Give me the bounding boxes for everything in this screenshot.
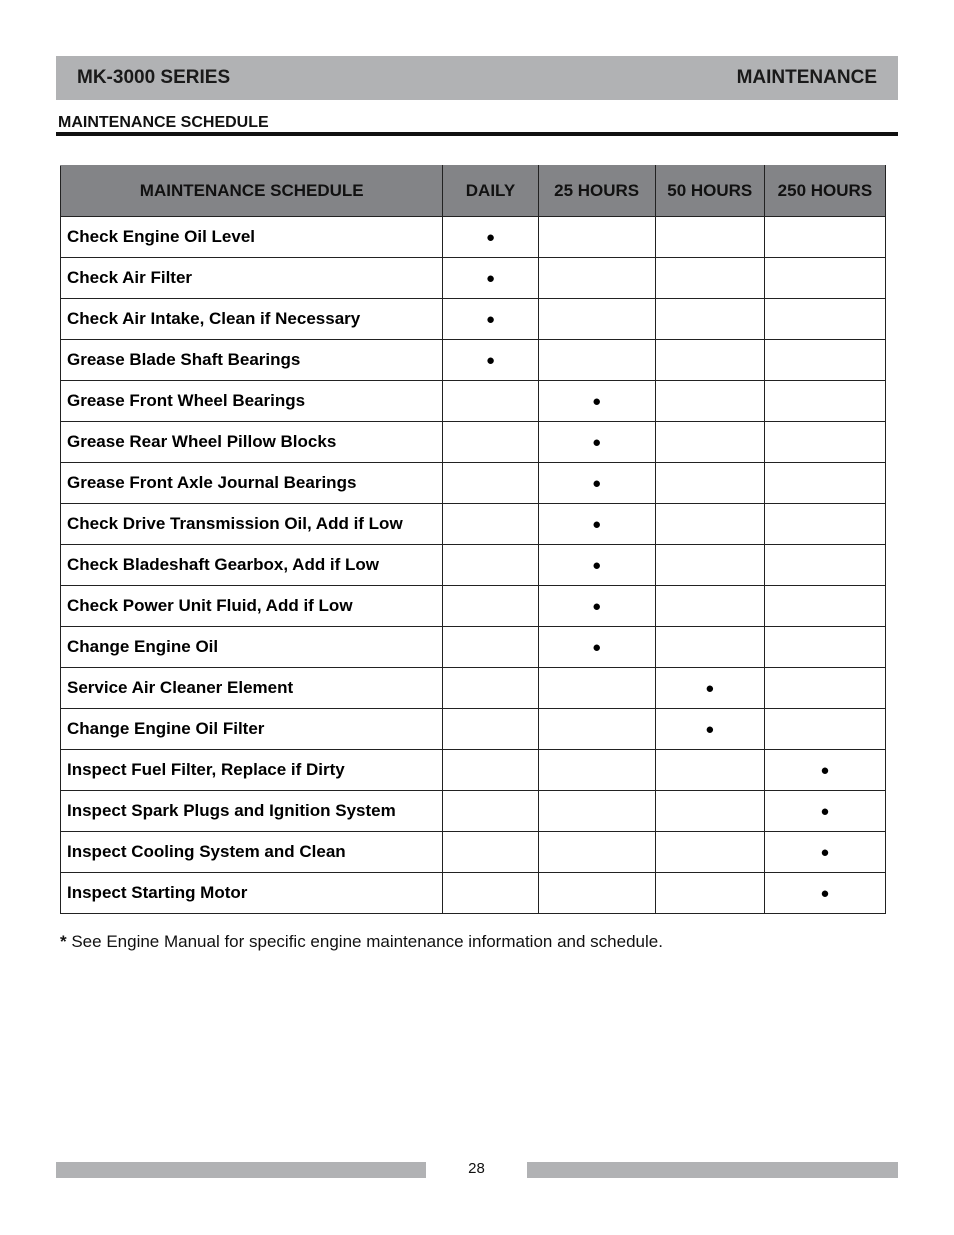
empty-cell bbox=[655, 381, 764, 422]
empty-cell bbox=[538, 750, 655, 791]
task-cell: Grease Blade Shaft Bearings bbox=[61, 340, 443, 381]
page-number: 28 bbox=[468, 1160, 485, 1177]
empty-cell bbox=[443, 832, 538, 873]
empty-cell bbox=[655, 545, 764, 586]
table-row bbox=[61, 832, 886, 873]
series-title: MK-3000 SERIES bbox=[77, 67, 231, 88]
section-name: MAINTENANCE bbox=[736, 67, 877, 88]
table-row bbox=[61, 463, 886, 504]
task-cell: Check Air Filter bbox=[61, 258, 443, 299]
empty-cell bbox=[764, 258, 885, 299]
task-cell: Check Air Intake, Clean if Necessary bbox=[61, 299, 443, 340]
empty-cell bbox=[443, 463, 538, 504]
empty-cell bbox=[764, 504, 885, 545]
section-title: MAINTENANCE SCHEDULE bbox=[58, 114, 269, 131]
task-cell: Service Air Cleaner Element bbox=[61, 668, 443, 709]
empty-cell bbox=[443, 709, 538, 750]
table-row bbox=[61, 586, 886, 627]
empty-cell bbox=[655, 422, 764, 463]
column-header-task: MAINTENANCE SCHEDULE bbox=[61, 166, 443, 217]
task-cell: Change Engine Oil Filter bbox=[61, 709, 443, 750]
section-divider bbox=[56, 132, 898, 136]
page-header-bar bbox=[56, 56, 898, 100]
empty-cell bbox=[443, 791, 538, 832]
table-row bbox=[61, 791, 886, 832]
schedule-mark: ● bbox=[538, 545, 655, 586]
task-cell: Check Drive Transmission Oil, Add if Low bbox=[61, 504, 443, 545]
schedule-mark: ● bbox=[538, 627, 655, 668]
empty-cell bbox=[538, 873, 655, 914]
empty-cell bbox=[764, 668, 885, 709]
empty-cell bbox=[764, 709, 885, 750]
schedule-mark: ● bbox=[764, 832, 885, 873]
footnote-text: See Engine Manual for specific engine maintenance information and schedule. bbox=[66, 932, 663, 951]
empty-cell bbox=[655, 340, 764, 381]
empty-cell bbox=[443, 381, 538, 422]
task-cell: Inspect Spark Plugs and Ignition System bbox=[61, 791, 443, 832]
schedule-mark: ● bbox=[538, 504, 655, 545]
table-row bbox=[61, 545, 886, 586]
table-row bbox=[61, 504, 886, 545]
empty-cell bbox=[655, 832, 764, 873]
empty-cell bbox=[538, 791, 655, 832]
task-cell: Grease Front Axle Journal Bearings bbox=[61, 463, 443, 504]
empty-cell bbox=[538, 258, 655, 299]
table-row bbox=[61, 217, 886, 258]
empty-cell bbox=[764, 627, 885, 668]
empty-cell bbox=[655, 627, 764, 668]
table-header-row bbox=[61, 166, 886, 217]
empty-cell bbox=[655, 873, 764, 914]
empty-cell bbox=[443, 668, 538, 709]
column-header-50-hours: 50 HOURS bbox=[655, 166, 764, 217]
empty-cell bbox=[538, 217, 655, 258]
schedule-mark: ● bbox=[443, 217, 538, 258]
empty-cell bbox=[764, 217, 885, 258]
column-header-25-hours: 25 HOURS bbox=[538, 166, 655, 217]
empty-cell bbox=[655, 504, 764, 545]
schedule-mark: ● bbox=[764, 791, 885, 832]
empty-cell bbox=[764, 545, 885, 586]
table-row bbox=[61, 668, 886, 709]
maintenance-schedule-table bbox=[60, 165, 886, 914]
schedule-mark: ● bbox=[443, 340, 538, 381]
schedule-mark: ● bbox=[655, 709, 764, 750]
empty-cell bbox=[443, 627, 538, 668]
column-header-daily: DAILY bbox=[443, 166, 538, 217]
schedule-mark: ● bbox=[764, 873, 885, 914]
table-row bbox=[61, 709, 886, 750]
task-cell: Check Power Unit Fluid, Add if Low bbox=[61, 586, 443, 627]
schedule-mark: ● bbox=[538, 586, 655, 627]
schedule-mark: ● bbox=[538, 463, 655, 504]
task-cell: Check Bladeshaft Gearbox, Add if Low bbox=[61, 545, 443, 586]
empty-cell bbox=[538, 832, 655, 873]
schedule-mark: ● bbox=[655, 668, 764, 709]
schedule-mark: ● bbox=[764, 750, 885, 791]
task-cell: Grease Front Wheel Bearings bbox=[61, 381, 443, 422]
empty-cell bbox=[538, 340, 655, 381]
schedule-mark: ● bbox=[538, 422, 655, 463]
table-row bbox=[61, 750, 886, 791]
empty-cell bbox=[764, 463, 885, 504]
table-row bbox=[61, 627, 886, 668]
empty-cell bbox=[655, 586, 764, 627]
empty-cell bbox=[443, 545, 538, 586]
empty-cell bbox=[764, 422, 885, 463]
empty-cell bbox=[538, 709, 655, 750]
empty-cell bbox=[764, 586, 885, 627]
column-header-250-hours: 250 HOURS bbox=[764, 166, 885, 217]
task-cell: Check Engine Oil Level bbox=[61, 217, 443, 258]
empty-cell bbox=[538, 668, 655, 709]
empty-cell bbox=[764, 340, 885, 381]
empty-cell bbox=[538, 299, 655, 340]
table-row bbox=[61, 381, 886, 422]
schedule-mark: ● bbox=[443, 299, 538, 340]
footer-bar-left bbox=[56, 1162, 426, 1178]
table-row bbox=[61, 340, 886, 381]
task-cell: Grease Rear Wheel Pillow Blocks bbox=[61, 422, 443, 463]
empty-cell bbox=[655, 217, 764, 258]
empty-cell bbox=[655, 750, 764, 791]
footnote bbox=[60, 932, 663, 952]
task-cell: Inspect Cooling System and Clean bbox=[61, 832, 443, 873]
empty-cell bbox=[655, 791, 764, 832]
schedule-mark: ● bbox=[538, 381, 655, 422]
table-body bbox=[61, 217, 886, 914]
empty-cell bbox=[443, 750, 538, 791]
schedule-mark: ● bbox=[443, 258, 538, 299]
footer-bar-right bbox=[527, 1162, 898, 1178]
empty-cell bbox=[443, 873, 538, 914]
empty-cell bbox=[764, 381, 885, 422]
empty-cell bbox=[655, 463, 764, 504]
table-row bbox=[61, 873, 886, 914]
table-row bbox=[61, 299, 886, 340]
task-cell: Inspect Starting Motor bbox=[61, 873, 443, 914]
table-row bbox=[61, 422, 886, 463]
empty-cell bbox=[443, 504, 538, 545]
table-row bbox=[61, 258, 886, 299]
empty-cell bbox=[655, 258, 764, 299]
task-cell: Change Engine Oil bbox=[61, 627, 443, 668]
empty-cell bbox=[443, 586, 538, 627]
task-cell: Inspect Fuel Filter, Replace if Dirty bbox=[61, 750, 443, 791]
empty-cell bbox=[443, 422, 538, 463]
empty-cell bbox=[655, 299, 764, 340]
empty-cell bbox=[764, 299, 885, 340]
footnote-asterisk: * bbox=[60, 932, 67, 951]
